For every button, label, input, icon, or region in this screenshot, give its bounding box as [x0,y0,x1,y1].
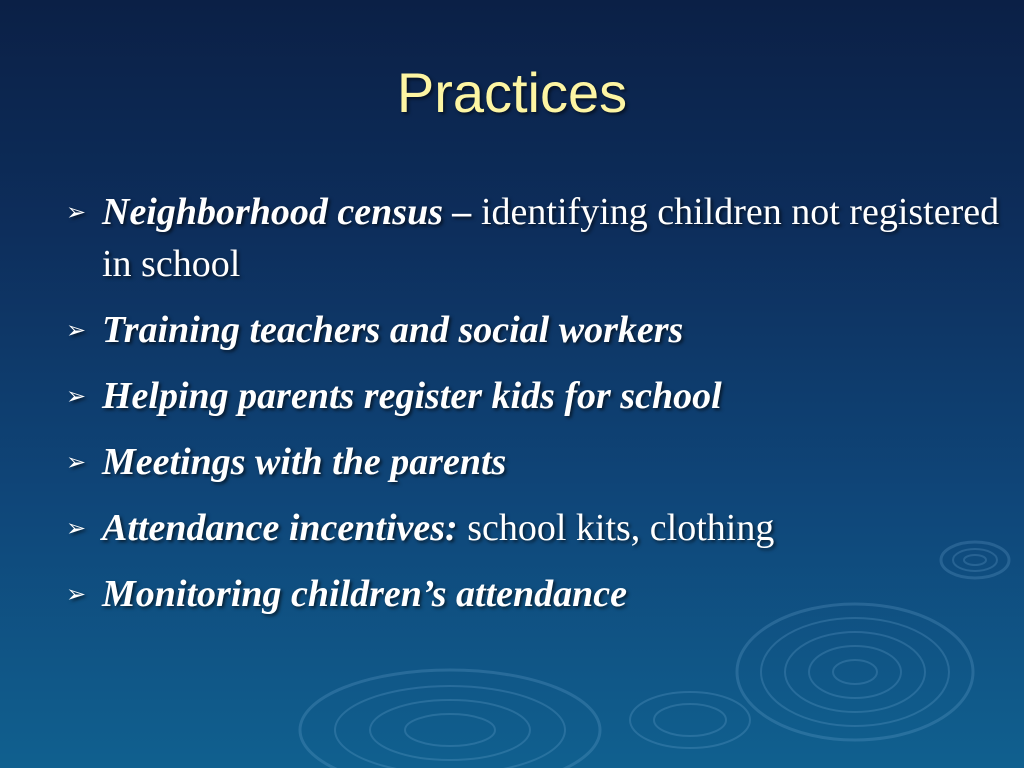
bullet-text: school kits, clothing [457,507,775,549]
slide-title: Practices [396,61,628,124]
bullet-item [64,370,1004,422]
bullet-list [64,186,1004,634]
arrow-bullet-icon: ➢ [66,514,87,542]
bullet-item [64,502,1004,554]
arrow-bullet-icon: ➢ [66,316,87,344]
arrow-bullet-icon: ➢ [66,382,87,410]
arrow-bullet-icon: ➢ [66,198,87,226]
bullet-text: identifying children not registered in school [102,191,1000,285]
bullet-emphasis: Monitoring children’s attendance [102,573,628,615]
bullet-emphasis: Attendance incentives: [102,507,458,549]
arrow-bullet-icon: ➢ [66,580,87,608]
bullet-emphasis: Neighborhood census – [102,191,472,233]
arrow-bullet-icon: ➢ [66,448,87,476]
bullet-emphasis: Helping parents register kids for school [102,375,722,417]
bullet-item [64,186,1004,290]
bullet-item [64,436,1004,488]
bullet-emphasis: Meetings with the parents [102,441,507,483]
bullet-item [64,304,1004,356]
bullet-item [64,568,1004,620]
bullet-emphasis: Training teachers and social workers [102,309,684,351]
